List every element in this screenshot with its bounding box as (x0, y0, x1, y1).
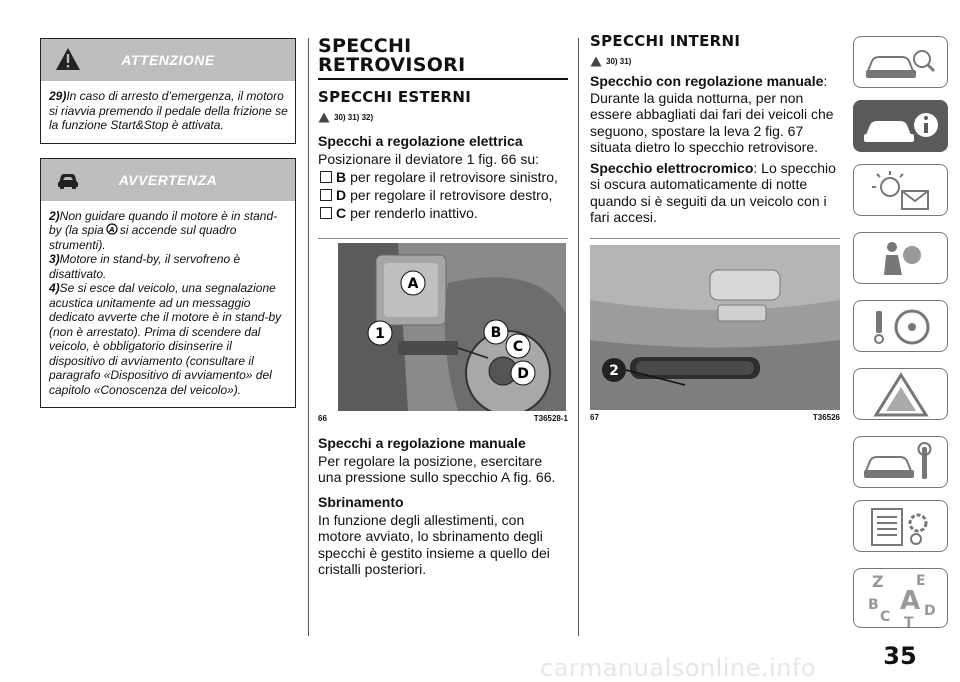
checkbox-icon (320, 189, 332, 201)
engine-standby-icon (106, 223, 118, 235)
heading-defrost: Sbrinamento (318, 493, 404, 510)
column-divider (578, 38, 579, 636)
list-item: D per regolare il retrovisore destro, (318, 187, 568, 204)
svg-text:A: A (900, 586, 921, 616)
tab-steering-key[interactable] (853, 300, 948, 352)
warning-ref-icon (318, 112, 330, 123)
tab-car-info[interactable] (853, 100, 948, 152)
note-29: 29)In caso di arresto d’emergenza, il motoro si riavvia premendo il pedale della frizione se la funzione Start&Stop è attivata. (49, 89, 288, 132)
figure-code: T36526 (812, 412, 840, 422)
attention-title: ATTENZIONE (121, 52, 215, 68)
para-manual: Per regolare la posizione, esercitare una pressione sullo specchio A fig. 66. (318, 452, 556, 485)
alphabetical-index-icon (854, 569, 949, 629)
tab-alphabetical-index[interactable] (853, 568, 948, 628)
svg-text:A: A (108, 226, 115, 234)
note-3: 3)Motore in stand-by, il servofreno è disattivato. (49, 252, 241, 281)
car-search-icon (854, 37, 949, 89)
para-manual-interior: Specchio con regolazione manuale: Durante la guida notturna, per non essere abbagliati dai fari dei veicoli che seguono, spostare la leva 2 fig. 67 situata dietro lo specchio retrovisore. (590, 73, 834, 155)
svg-text:B: B (868, 597, 879, 613)
warning-refs: 30) 31) 32) (318, 112, 568, 123)
tab-car-maintenance[interactable] (853, 436, 948, 488)
attention-box (40, 38, 296, 144)
fig66-label-C: C (512, 338, 524, 355)
note-2: 2)Non guidare quando il motore è in stand-by (la spia A si accende sul quadro strumenti). (49, 208, 278, 252)
middle-column (318, 0, 568, 578)
list-item: C per renderlo inattivo. (318, 205, 568, 222)
checkbox-icon (320, 207, 332, 219)
figure-66 (318, 238, 568, 423)
para-electric: Posizionare il deviatore 1 fig. 66 su: (318, 151, 540, 167)
figure-66-image (338, 243, 566, 411)
para-defrost: In funzione degli allestimenti, con motore avviato, lo sbrinamento degli specchi è gestito insieme a quello dei cristalli posteriori. (318, 511, 550, 577)
tab-emergency[interactable] (853, 368, 948, 420)
para-electrochromic: Specchio elettrocromico: Lo specchio si oscura automaticamente di notte quando si è seguiti da un veicolo con i fari accesi. (590, 159, 836, 225)
right-column (590, 0, 840, 422)
emergency-triangle-icon (854, 369, 949, 421)
warning-ref-icon (590, 56, 602, 67)
left-column (40, 0, 296, 408)
watermark: carmanualsonline.info (540, 654, 817, 682)
svg-text:E: E (916, 573, 926, 589)
figure-67-image (590, 245, 840, 410)
figure-number: 66 (318, 413, 327, 423)
tab-technical-data[interactable] (853, 500, 948, 552)
fig67-label-2: 2 (609, 362, 619, 379)
tab-warning-lights[interactable] (853, 164, 948, 216)
steering-key-icon (854, 301, 949, 353)
fig66-label-1: 1 (375, 325, 385, 342)
mirror-switch-illustration (338, 243, 566, 411)
warning-refs: 30) 31) (590, 56, 840, 67)
section-title: SPECCHI RETROVISORI (318, 35, 466, 76)
column-divider (308, 38, 309, 636)
fig66-label-B: B (490, 324, 502, 341)
interior-mirror-illustration (590, 245, 840, 410)
svg-text:D: D (924, 603, 936, 619)
warning-lights-icon (854, 165, 949, 217)
figure-67 (590, 238, 840, 422)
fig66-label-A: A (407, 275, 419, 292)
checkbox-icon (320, 171, 332, 183)
car-info-icon (854, 101, 949, 153)
svg-text:Z: Z (872, 572, 884, 591)
svg-text:T: T (904, 615, 914, 629)
warning-box (40, 158, 296, 409)
warning-title: AVVERTENZA (118, 171, 218, 188)
subsection-title: SPECCHI ESTERNI (318, 88, 472, 106)
note-4: 4)Se si esce dal veicolo, una segnalazione acustica unitamente ad un messaggio dedicato avverte che il motore è in stand-by (non è arrestato). Prima di scendere dal veicolo, è obbligatorio disinserire il dispositivo di avviamento (consultare il paragrafo «Dispositivo di avviamento» del capitolo «Conoscenza del veicolo»). (49, 281, 282, 397)
svg-text:C: C (880, 609, 891, 625)
airbag-safety-icon (854, 233, 949, 285)
figure-number: 67 (590, 412, 599, 422)
car-maintenance-icon (854, 437, 949, 489)
tab-airbag-safety[interactable] (853, 232, 948, 284)
fig66-label-D: D (517, 365, 529, 382)
list-item: B per regolare il retrovisore sinistro, (318, 169, 568, 186)
heading-manual: Specchi a regolazione manuale (318, 434, 526, 451)
heading-electric: Specchi a regolazione elettrica (318, 133, 523, 149)
figure-code: T36528-1 (533, 413, 568, 423)
section-title-interior: SPECCHI INTERNI (590, 32, 741, 50)
technical-data-icon (854, 501, 949, 553)
title-rule (318, 78, 568, 80)
tab-car-search[interactable] (853, 36, 948, 88)
page-number: 35 (883, 642, 917, 670)
